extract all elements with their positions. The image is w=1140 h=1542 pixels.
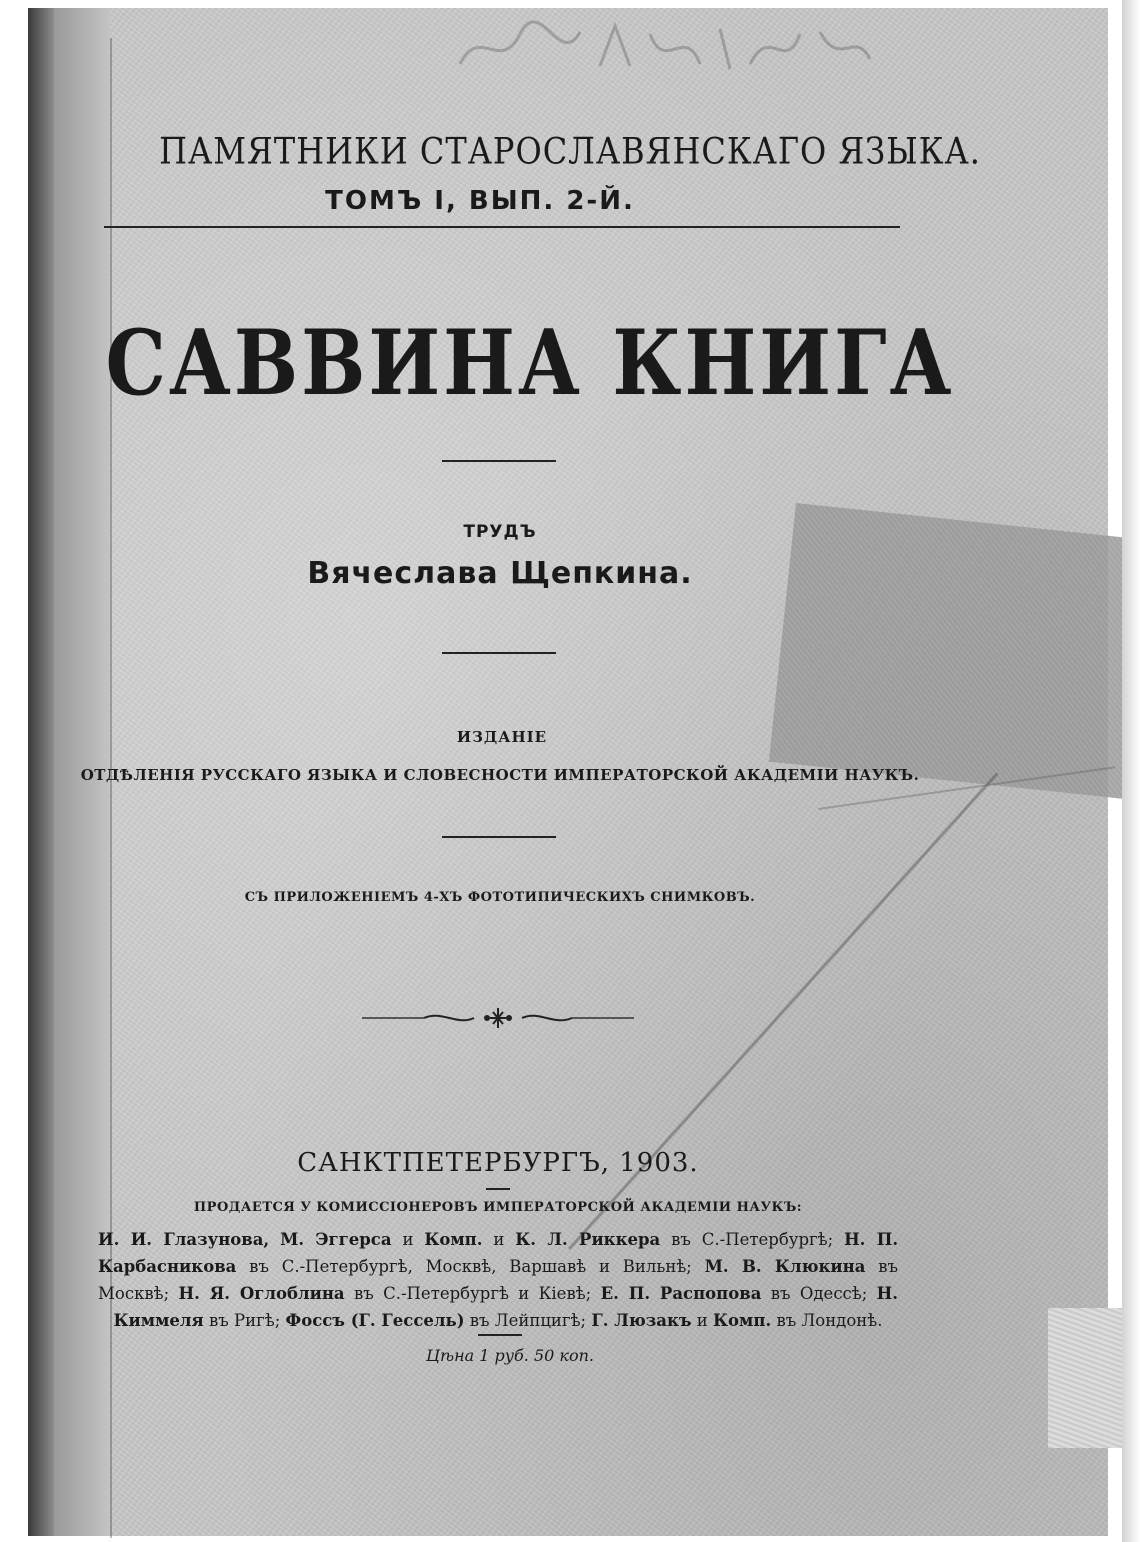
header-rule	[104, 226, 900, 228]
agent-name: Н. П. Карбасникова	[98, 1230, 899, 1276]
agent-place: въ Одессѣ;	[770, 1284, 868, 1303]
agent-place: въ Лондонѣ.	[776, 1311, 883, 1330]
agent-name: К. Л. Риккера	[515, 1230, 661, 1249]
agent-name: М. Эггерса	[280, 1230, 392, 1249]
agents-paragraph	[98, 1226, 898, 1334]
price-line: Цѣна 1 руб. 50 коп.	[426, 1346, 594, 1365]
volume-label: ТОМЪ I, ВЫП. 2-Й.	[325, 186, 635, 216]
supplement-line: СЪ ПРИЛОЖЕНІЕМЪ 4-ХЪ ФОТОТИПИЧЕСКИХЪ СНИМКОВЪ.	[244, 890, 756, 905]
series-title: ПАМЯТНИКИ СТАРОСЛАВЯНСКАГО ЯЗЫКА.	[159, 129, 981, 173]
ornament-divider	[362, 1006, 634, 1030]
agent-place: въ Москвѣ;	[98, 1257, 899, 1303]
agent-name: Г. Люзакъ	[591, 1311, 692, 1330]
agent-name: Фоссъ (Г. Гессель)	[285, 1311, 465, 1330]
sold-by-line: ПРОДАЕТСЯ У КОМИССІОНЕРОВЪ ИМПЕРАТОРСКОЙ АКАДЕМІИ НАУКЪ:	[193, 1200, 803, 1215]
right-scan-edge	[1122, 0, 1140, 1542]
divider-rule-2	[442, 652, 556, 654]
agent-name: Н. Я. Оглоблина	[178, 1284, 345, 1303]
agent-place: и	[402, 1230, 414, 1249]
paper-patch	[769, 503, 1140, 801]
agent-name: Н. Киммеля	[113, 1284, 898, 1330]
work-label: ТРУДЪ	[463, 522, 537, 542]
agent-place: въ С.-Петербургѣ;	[671, 1230, 834, 1249]
agent-place: и	[493, 1230, 505, 1249]
divider-rule-4	[486, 1188, 510, 1190]
city-year: САНКТПЕТЕРБУРГЪ, 1903.	[297, 1148, 699, 1178]
agent-place: въ С.-Петербургѣ, Москвѣ, Варшавѣ и Вильнѣ;	[249, 1257, 692, 1276]
divider-rule-5	[478, 1334, 522, 1336]
divider-rule-1	[442, 460, 556, 462]
agent-name: И. И. Глазунова,	[98, 1230, 270, 1249]
edition-label: ИЗДАНІЕ	[456, 728, 548, 746]
publisher-line: ОТДѢЛЕНІЯ РУССКАГО ЯЗЫКА И СЛОВЕСНОСТИ ИМПЕРАТОРСКОЙ АКАДЕМІИ НАУКЪ.	[80, 766, 920, 784]
agent-name: М. В. Клюкина	[704, 1257, 866, 1276]
agent-place: въ Лейпцигѣ;	[469, 1311, 587, 1330]
divider-rule-3	[442, 836, 556, 838]
agent-place: въ Ригѣ;	[209, 1311, 281, 1330]
agent-name: Комп.	[713, 1311, 772, 1330]
agent-name: Комп.	[424, 1230, 483, 1249]
handwritten-mark	[450, 14, 880, 84]
book-title: САВВИНА КНИГА	[105, 309, 955, 416]
agent-name: Е. П. Распопова	[600, 1284, 762, 1303]
author-name: Вячеслава Щепкина.	[307, 556, 693, 591]
agent-place: и	[696, 1311, 708, 1330]
agent-place: въ С.-Петербургѣ и Кіевѣ;	[353, 1284, 592, 1303]
